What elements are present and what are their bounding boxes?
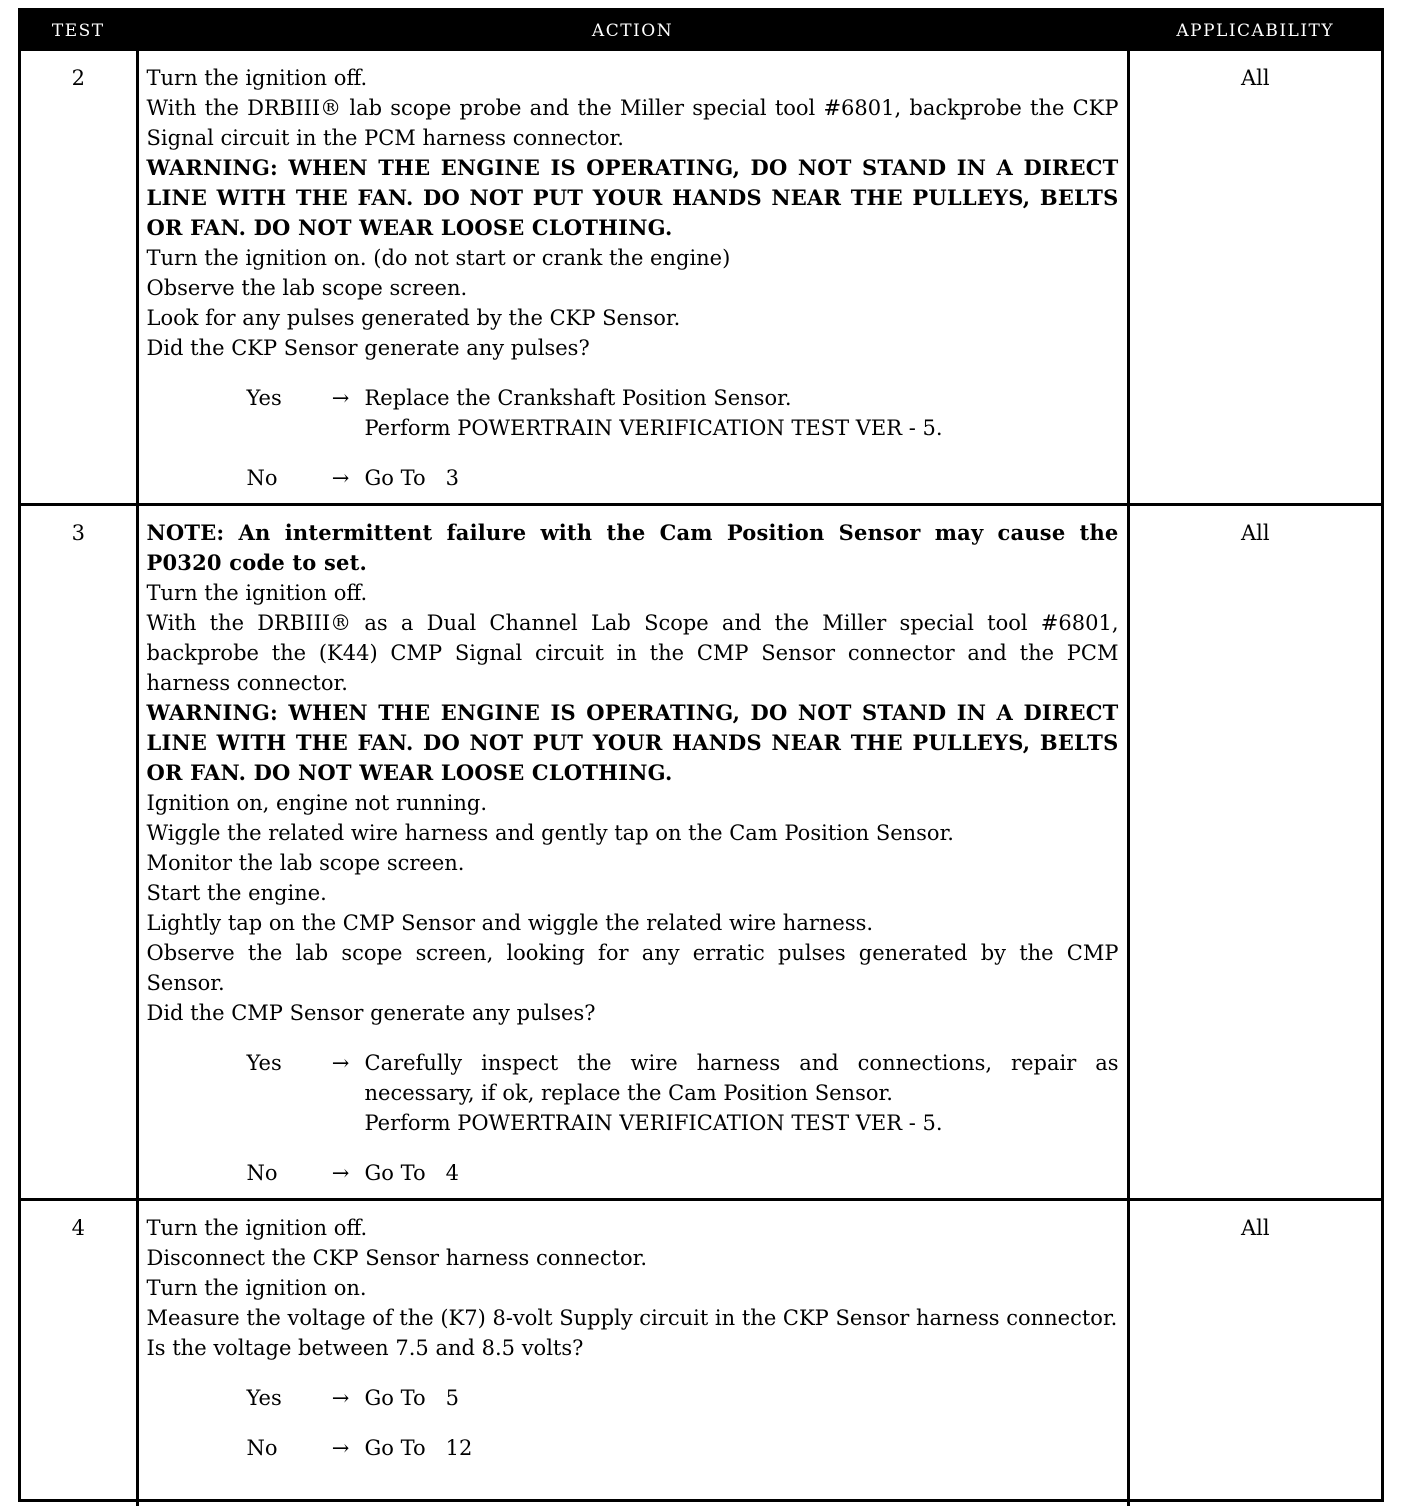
action-step: Ignition on, engine not running. bbox=[146, 791, 487, 815]
result-text: Go To 12 bbox=[364, 1436, 473, 1460]
action-step: Did the CMP Sensor generate any pulses? bbox=[146, 1001, 596, 1025]
result-yes bbox=[147, 1048, 1126, 1138]
result-label: No bbox=[246, 1436, 278, 1460]
result-body bbox=[365, 1158, 1119, 1188]
action-step: Lightly tap on the CMP Sensor and wiggle the related wire harness. bbox=[146, 911, 874, 935]
warning-note-text: WARNING: WHEN THE ENGINE IS OPERATING, DO NOT STAND IN A DIRECT LINE WITH THE FAN. DO NOT PUT YOUR HANDS NEAR THE PULLEYS, BELTS OR FAN. DO NOT WEAR LOOSE CLOTHING. bbox=[146, 155, 1119, 240]
right-arrow-icon: → bbox=[331, 1436, 350, 1460]
action-step: Turn the ignition off. bbox=[146, 1216, 368, 1240]
action-step: Observe the lab scope screen. bbox=[146, 276, 468, 300]
test-number: 3 bbox=[21, 505, 137, 1200]
right-arrow-icon: → bbox=[331, 466, 350, 490]
test-number: 4 bbox=[71, 1216, 85, 1240]
action-step: Disconnect the CKP Sensor harness connector. bbox=[146, 1246, 648, 1270]
action-step: Observe the lab scope screen, looking for any erratic pulses generated by the CMP Sensor. bbox=[146, 941, 1119, 995]
table-row bbox=[21, 505, 1381, 1200]
test-number: 2 bbox=[21, 51, 137, 505]
right-arrow-icon: → bbox=[331, 1386, 350, 1410]
header-action: ACTION bbox=[137, 11, 1128, 51]
action-step: Turn the ignition on. (do not start or crank the engine) bbox=[146, 246, 731, 270]
result-yes bbox=[147, 1383, 1119, 1413]
result-label: No bbox=[246, 1161, 278, 1185]
result-label: Yes bbox=[246, 1051, 282, 1075]
header-test: TEST bbox=[21, 11, 137, 51]
action-step: Turn the ignition on. bbox=[146, 1276, 367, 1300]
result-text: Replace the Crankshaft Position Sensor. bbox=[364, 386, 792, 410]
action-step: Is the voltage between 7.5 and 8.5 volts? bbox=[146, 1336, 584, 1360]
applicability-value: All bbox=[1240, 1216, 1270, 1240]
result-body bbox=[365, 383, 1119, 443]
result-no bbox=[147, 1433, 1119, 1463]
table-row bbox=[21, 51, 1381, 505]
action-step: Start the engine. bbox=[146, 881, 327, 905]
action-cell bbox=[137, 1200, 1128, 1506]
result-text: Perform POWERTRAIN VERIFICATION TEST VER - 5. bbox=[364, 416, 943, 440]
result-text: Go To 4 bbox=[364, 1161, 459, 1185]
result-text: Go To 3 bbox=[364, 466, 459, 490]
right-arrow-icon: → bbox=[331, 1161, 350, 1185]
result-yes bbox=[147, 383, 1119, 443]
result-body bbox=[364, 1048, 1126, 1138]
warning-note-text: NOTE: An intermittent failure with the Cam Position Sensor may cause the P0320 code to set. bbox=[146, 520, 1119, 575]
result-body bbox=[365, 463, 1119, 493]
warning-note-text: WARNING: WHEN THE ENGINE IS OPERATING, DO NOT STAND IN A DIRECT LINE WITH THE FAN. DO NOT PUT YOUR HANDS NEAR THE PULLEYS, BELTS OR FAN. DO NOT WEAR LOOSE CLOTHING. bbox=[146, 700, 1119, 785]
action-step: Wiggle the related wire harness and gently tap on the Cam Position Sensor. bbox=[146, 821, 954, 845]
diagnostic-table bbox=[21, 11, 1381, 1506]
result-body bbox=[365, 1433, 1119, 1463]
table-header-row bbox=[21, 11, 1381, 51]
result-label: Yes bbox=[246, 1386, 282, 1410]
right-arrow-icon: → bbox=[331, 1051, 350, 1075]
table-row bbox=[21, 1200, 1381, 1506]
applicability-value: All bbox=[1128, 51, 1381, 505]
result-text: Carefully inspect the wire harness and connections, repair as necessary, if ok, replace the Cam Position Sensor. bbox=[364, 1051, 1126, 1105]
action-step: Look for any pulses generated by the CKP Sensor. bbox=[146, 306, 681, 330]
result-body bbox=[365, 1383, 1119, 1413]
action-cell bbox=[137, 505, 1128, 1200]
result-label: Yes bbox=[246, 386, 282, 410]
result-label: No bbox=[246, 466, 278, 490]
applicability-value: All bbox=[1128, 505, 1381, 1200]
action-cell bbox=[137, 51, 1128, 505]
action-step: With the DRBIII® lab scope probe and the Miller special tool #6801, backprobe the CKP Signal circuit in the PCM harness connector. bbox=[146, 96, 1119, 150]
diagnostic-table-sheet bbox=[18, 8, 1384, 1502]
action-step: Monitor the lab scope screen. bbox=[146, 851, 465, 875]
action-step: Turn the ignition off. bbox=[146, 66, 368, 90]
header-applicability: APPLICABILITY bbox=[1128, 11, 1381, 51]
result-no bbox=[147, 463, 1119, 493]
action-step: Measure the voltage of the (K7) 8-volt Supply circuit in the CKP Sensor harness connector. bbox=[146, 1306, 1118, 1330]
result-text: Perform POWERTRAIN VERIFICATION TEST VER - 5. bbox=[364, 1111, 943, 1135]
action-step: With the DRBIII® as a Dual Channel Lab Scope and the Miller special tool #6801, backprobe the (K44) CMP Signal circuit in the CMP Sensor connector and the PCM harness connector. bbox=[146, 611, 1119, 695]
action-step: Turn the ignition off. bbox=[146, 581, 368, 605]
right-arrow-icon: → bbox=[331, 386, 350, 410]
result-text: Go To 5 bbox=[364, 1386, 459, 1410]
action-step: Did the CKP Sensor generate any pulses? bbox=[146, 336, 590, 360]
result-no bbox=[147, 1158, 1119, 1188]
